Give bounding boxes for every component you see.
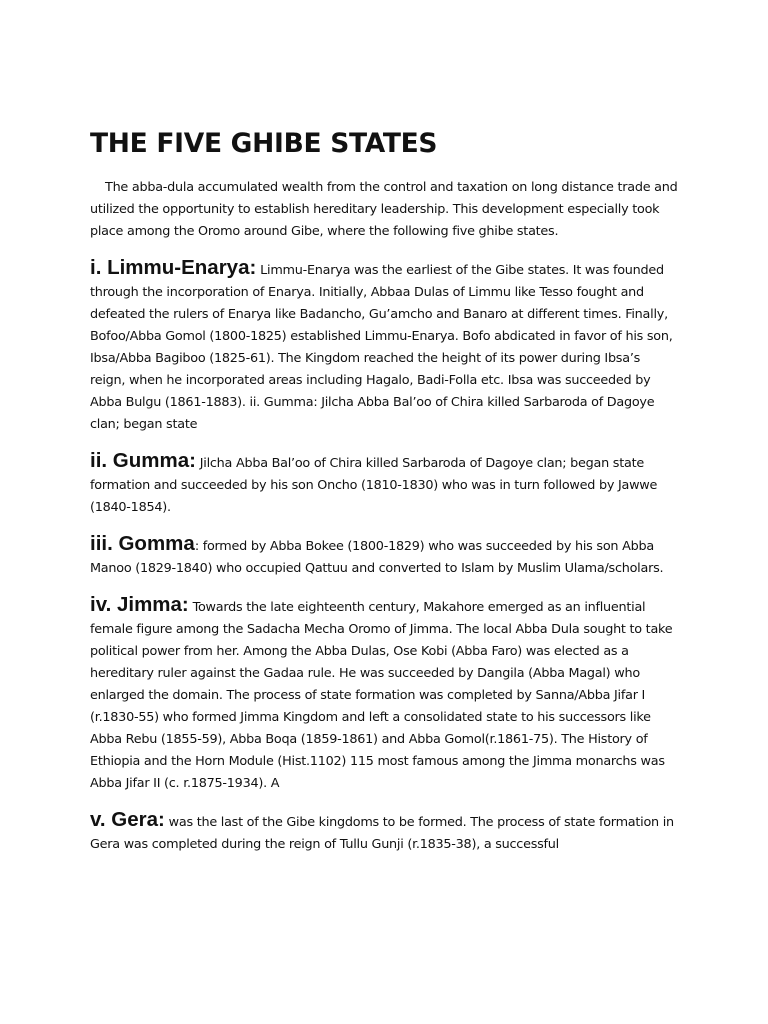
section-heading: iv. Jimma: [90, 593, 189, 616]
section-gumma [90, 450, 678, 519]
section-body: Towards the late eighteenth century, Makahore emerged as an influential female figure among the Sadacha Mecha Oromo of Jimma. The local Abba Dula sought to take political power from her. Among the Abba Dulas, Ose Kobi (Abba Faro) was elected as a hereditary ruler against the Gadaa rule. He was succeeded by Dangila (Abba Magal) who enlarged the domain. The process of state formation was completed by Sanna/Abba Jifar I (r.1830-55) who formed Jimma Kingdom and left a consolidated state to his successors like Abba Rebu (1855-59), Abba Boqa (1859-1861) and Abba Gomol(r.1861-75). The History of Ethiopia and the Horn Module (Hist.1102) 115 most famous among the Jimma monarchs was Abba Jifar II (c. r.1875-1934). A [90, 600, 673, 791]
section-heading: i. Limmu-Enarya: [90, 256, 257, 279]
section-body: : formed by Abba Bokee (1800-1829) who was succeeded by his son Abba Manoo (1829-1840) who occupied Qattuu and converted to Islam by Muslim Ulama/scholars. [90, 539, 664, 576]
section-body: Limmu-Enarya was the earliest of the Gibe states. It was founded through the incorporation of Enarya. Initially, Abbaa Dulas of Limmu like Tesso fought and defeated the rulers of Enarya like Badancho, Gu’amcho and Banaro at different times. Finally, Bofoo/Abba Gomol (1800-1825) established Limmu-Enarya. Bofo abdicated in favor of his son, Ibsa/Abba Bagiboo (1825-61). The Kingdom reached the height of its power during Ibsa’s reign, when he incorporated areas including Hagalo, Badi-Folla etc. Ibsa was succeeded by Abba Bulgu (1861-1883). ii. Gumma: Jilcha Abba Bal’oo of Chira killed Sarbaroda of Dagoye clan; began state [90, 263, 673, 432]
section-body: Jilcha Abba Bal’oo of Chira killed Sarbaroda of Dagoye clan; began state formation and succeeded by his son Oncho (1810-1830) who was in turn followed by Jawwe (1840-1854). [90, 456, 658, 515]
section-body: was the last of the Gibe kingdoms to be formed. The process of state formation in Gera was completed during the reign of Tullu Gunji (r.1835-38), a successful [90, 815, 674, 852]
section-gera [90, 809, 678, 856]
intro-paragraph: The abba-dula accumulated wealth from the control and taxation on long distance trade and utilized the opportunity to establish hereditary leadership. This development especially took place among the Oromo around Gibe, where the following five ghibe states. [90, 180, 678, 239]
section-heading: v. Gera: [90, 808, 165, 831]
section-heading: iii. Gomma [90, 532, 195, 555]
section-jimma [90, 594, 678, 795]
section-limmu-enarya [90, 257, 678, 436]
section-gomma [90, 533, 678, 580]
document-title: THE FIVE GHIBE STATES [90, 128, 438, 159]
section-heading: ii. Gumma: [90, 449, 196, 472]
document-page [90, 126, 678, 870]
